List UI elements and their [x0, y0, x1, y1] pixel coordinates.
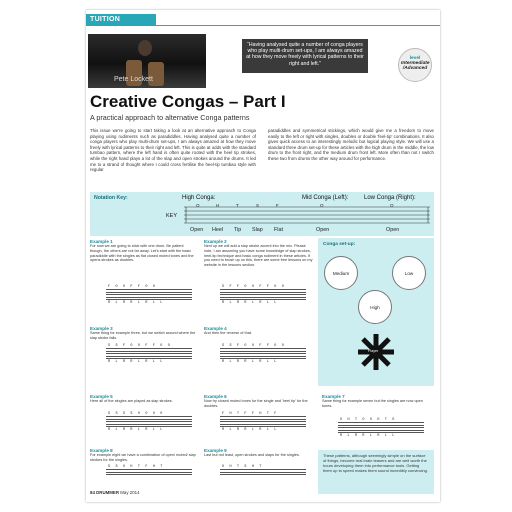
staff-lines: [106, 416, 192, 428]
key-stroke: Open: [386, 227, 400, 233]
body-text-right: paradiddles and symmetrical stickings, which would give me a freedom to move easily to the left or right with singles, doubles or double 'feel-tip' combinations. It also gives quick access to an interestingly melodic but logical playing style. We will use a standard three drum set-up for these articles with the high drum in the middle, the low drum to the front right, and the medium drum front left. More often than not I switch these two from drums the other way around for performance.: [268, 128, 434, 161]
medium-conga-circle: Medium: [324, 256, 358, 290]
footer-date: May 2014: [120, 490, 140, 495]
example-sticking: R L R R L R L L: [108, 301, 165, 305]
example-notes: F O O F F O O: [108, 285, 157, 289]
example-4: [204, 326, 314, 336]
example-9-staff: [204, 465, 314, 477]
example-sticking: R L R R L R L L: [108, 360, 165, 364]
example-sticking: R L R R L R L L: [340, 434, 397, 438]
key-stroke: Open: [190, 227, 204, 233]
staff-lines: [338, 422, 424, 434]
example-description: Here all of the singles are played as slap strokes.: [90, 399, 173, 403]
high-conga-circle: High: [358, 290, 392, 324]
example-7-staff: [322, 418, 434, 438]
page-title: Creative Congas – Part I: [90, 92, 286, 111]
example-notes: S S S S O O O O: [108, 412, 165, 416]
key-stroke: Flat: [274, 227, 283, 233]
example-3-staff: [90, 344, 196, 364]
example-8: [90, 448, 196, 463]
setup-label: Conga set-up:: [323, 242, 356, 247]
staff-lines: [106, 348, 192, 360]
staff-lines: [106, 289, 192, 301]
example-1: [90, 239, 196, 263]
example-description: For example eight we have a combination of open/ muted/ slap strokes for the singles.: [90, 453, 196, 462]
player-head: [138, 40, 152, 56]
body-text-left: This issue we're going to start taking a look at an alternative approach to Conga playing using rudiments such as paradiddles. Having analysed quite a number of conga players who play multi-drum set-ups, I am always amazed at how they move freely with lyrical patterns to their right and left. This is quite at odds with the standard tumbao pattern, where the left hand is often quite rooted with the heel tip strokes, while the right hand plays a lot of the slap and open strokes around the drums. It led me to a strand of thought where I could cross fertilise the heel-tip tumbao style with regular: [90, 128, 256, 173]
high-conga-label: High Conga:: [182, 195, 216, 201]
example-notes: S F F O O F F O O: [222, 285, 286, 289]
key-symbol: T: [236, 203, 239, 208]
staff-lines: [220, 469, 306, 477]
example-description: Same thing for example three, but we switch around where the slap stroke falls.: [90, 331, 196, 340]
example-description: Last but not least, open strokes and slaps for the singles.: [204, 453, 300, 457]
example-7: [322, 394, 434, 409]
notation-key-label: Notation Key:: [94, 195, 128, 201]
author-name: Pete Lockett: [114, 76, 153, 83]
example-title: Example 7: [322, 394, 345, 399]
level-value: Intermediate /Advanced: [401, 61, 430, 71]
pull-quote: “Having analysed quite a number of conga players who play multi-drum set-ups, I am always amazed at how they move freely with lyrical patterns to their right and left.”: [242, 39, 368, 73]
example-sticking: R L R R L R L L: [222, 428, 279, 432]
example-title: Example 9: [204, 448, 227, 453]
level-badge: [398, 48, 432, 82]
level-label: level: [409, 56, 421, 61]
example-5-staff: [90, 412, 196, 432]
footer: [90, 490, 140, 495]
example-description: For now we are going to stick with one drum. Be patient though, the others are not far away. Let's start with the basic paradiddle with the singles as flat closed muted tones and the opens strokes as doubles.: [90, 244, 194, 263]
key-word: KEY: [166, 213, 178, 219]
key-stroke: Open: [316, 227, 330, 233]
example-sticking: R L R R L R L L: [222, 360, 279, 364]
example-2: [204, 239, 314, 268]
staff-lines: [220, 348, 306, 360]
key-symbol: H: [216, 203, 220, 208]
staff-lines: [220, 289, 306, 301]
example-notes: S S O H T F H T: [108, 465, 165, 469]
example-6-staff: [204, 412, 314, 432]
example-2-staff: [204, 285, 314, 305]
example-title: Example 4: [204, 326, 227, 331]
key-stroke: Heel: [212, 227, 224, 233]
example-notes: S S F O O F F O O: [108, 344, 172, 348]
example-5: [90, 394, 196, 404]
staff-lines: [106, 469, 192, 477]
section-divider: [86, 25, 440, 26]
player-label: Player: [368, 349, 379, 353]
example-description: And then the reverse of that.: [204, 331, 252, 335]
key-stroke: Slap: [252, 227, 263, 233]
example-1-staff: [90, 285, 196, 305]
example-9: [204, 448, 314, 458]
conga-setup-box: [318, 238, 434, 386]
example-description: Now try closed muted tones for the single and 'heel tip' for the doubles.: [204, 399, 308, 408]
example-4-staff: [204, 344, 314, 364]
low-conga-label: Low Conga (Right):: [364, 195, 416, 201]
example-sticking: R L R R L R L L: [108, 428, 165, 432]
example-description: Same thing for example seven but the singles are now open tones.: [322, 399, 423, 408]
low-conga-circle: Low: [392, 256, 426, 290]
key-symbols: [190, 203, 430, 211]
example-notes: S S F O O F F O O: [222, 344, 286, 348]
staff-lines: [220, 416, 306, 428]
section-tag: TUITION: [86, 14, 156, 25]
key-symbol: O: [320, 203, 324, 208]
key-symbol: O: [196, 203, 200, 208]
page-subtitle: A practical approach to alternative Conga patterns: [90, 113, 250, 122]
notation-key-box: [90, 192, 434, 236]
example-title: Example 3: [90, 326, 113, 331]
example-notes: O H T S H T: [222, 465, 264, 469]
example-3: [90, 326, 196, 341]
footer-publication: 84 DRUMMER: [90, 490, 120, 495]
example-description: Next up we will add a slap stroke accent into the mix. Please note, I am assuming you have some knowledge of slap strokes, heel-tip technique and basic conga rudiment in these articles. If you need to brush up on this, there are some free lessons on my website in the lessons section.: [204, 244, 313, 268]
example-notes: O H T O O H T O: [340, 418, 397, 422]
key-symbol: S: [256, 203, 260, 208]
example-title: Example 2: [204, 239, 227, 244]
key-symbol: F: [276, 203, 279, 208]
example-title: Example 5: [90, 394, 113, 399]
closing-note: These patterns, although seemingly simple on the surface of things, become real brain teasers and are well worth the hours developing them into performance tools. Getting them up to speed makes them sound incredibly convincing.: [318, 450, 434, 494]
mid-conga-label: Mid Conga (Left):: [302, 195, 349, 201]
example-8-staff: [90, 465, 196, 477]
example-sticking: R L R R L R L L: [222, 301, 279, 305]
example-title: Example 8: [90, 448, 113, 453]
key-symbol: O: [390, 203, 394, 208]
example-6: [204, 394, 314, 409]
magazine-page: [86, 10, 440, 502]
example-notes: F H T F F H T F: [222, 412, 279, 416]
example-title: Example 1: [90, 239, 113, 244]
key-stroke: Tip: [234, 227, 242, 233]
example-title: Example 6: [204, 394, 227, 399]
